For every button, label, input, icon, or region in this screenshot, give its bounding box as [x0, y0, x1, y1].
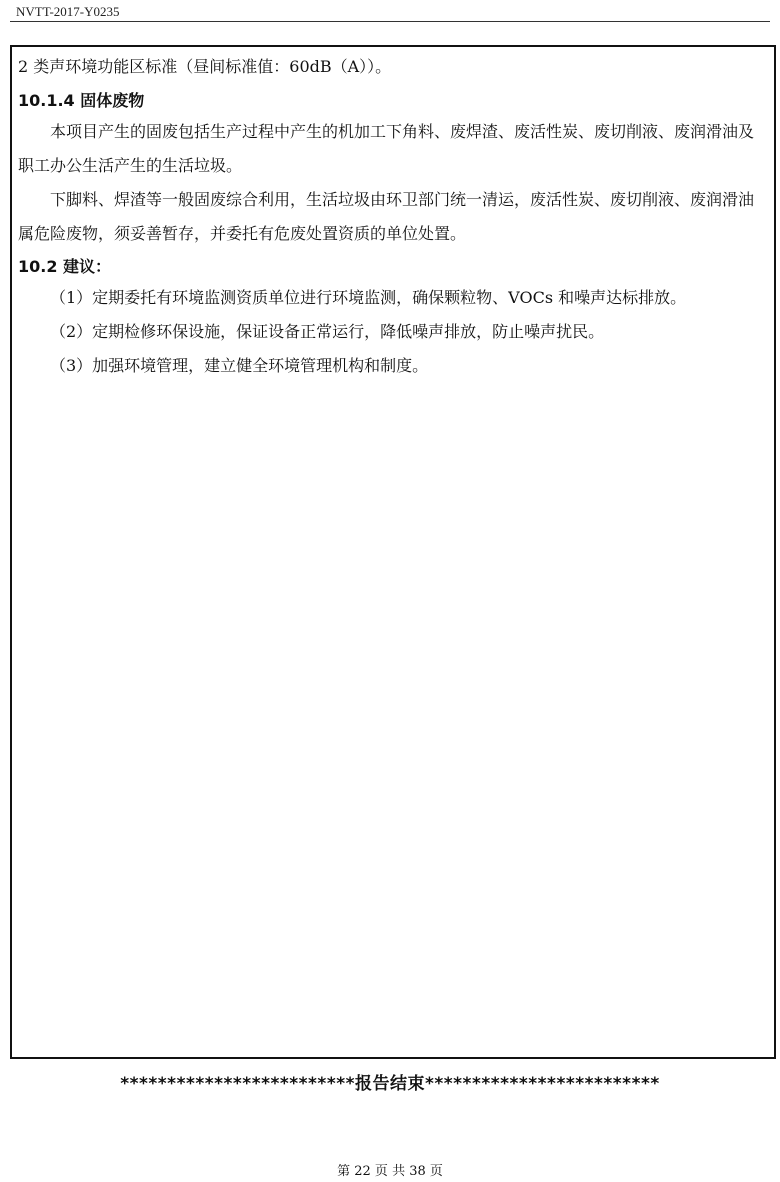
section-heading-suggestions: 10.2 建议： — [18, 257, 112, 276]
paragraph-solid-waste-sources: 本项目产生的固废包括生产过程中产生的机加工下角料、废焊渣、废活性炭、废切削液、废润滑油及职工办公生活产生的生活垃圾。 — [18, 122, 755, 175]
paragraph-solid-waste-disposal: 下脚料、焊渣等一般固废综合利用，生活垃圾由环卫部门统一清运，废活性炭、废切削液、废润滑油属危险废物，须妥善暂存，并委托有危废处置资质的单位处置。 — [18, 190, 755, 243]
noise-standard-line: 2 类声环境功能区标准（昼间标准值：60dB（A））。 — [18, 57, 392, 76]
content-box — [10, 45, 776, 1059]
report-end-marker: *************************报告结束************************* — [120, 1074, 660, 1094]
page-number: 第 22 页 共 38 页 — [337, 1164, 443, 1179]
section-heading-solid-waste: 10.1.4 固体废物 — [18, 91, 145, 110]
suggestion-item: （3）加强环境管理，建立健全环境管理机构和制度。 — [50, 356, 429, 375]
document-id: NVTT-2017-Y0235 — [16, 4, 120, 19]
suggestion-item: （2）定期检修环保设施，保证设备正常运行，降低噪声排放，防止噪声扰民。 — [50, 322, 605, 341]
header-rule — [10, 21, 770, 22]
suggestion-item: （1）定期委托有环境监测资质单位进行环境监测，确保颗粒物、VOCs 和噪声达标排放。 — [50, 288, 687, 307]
